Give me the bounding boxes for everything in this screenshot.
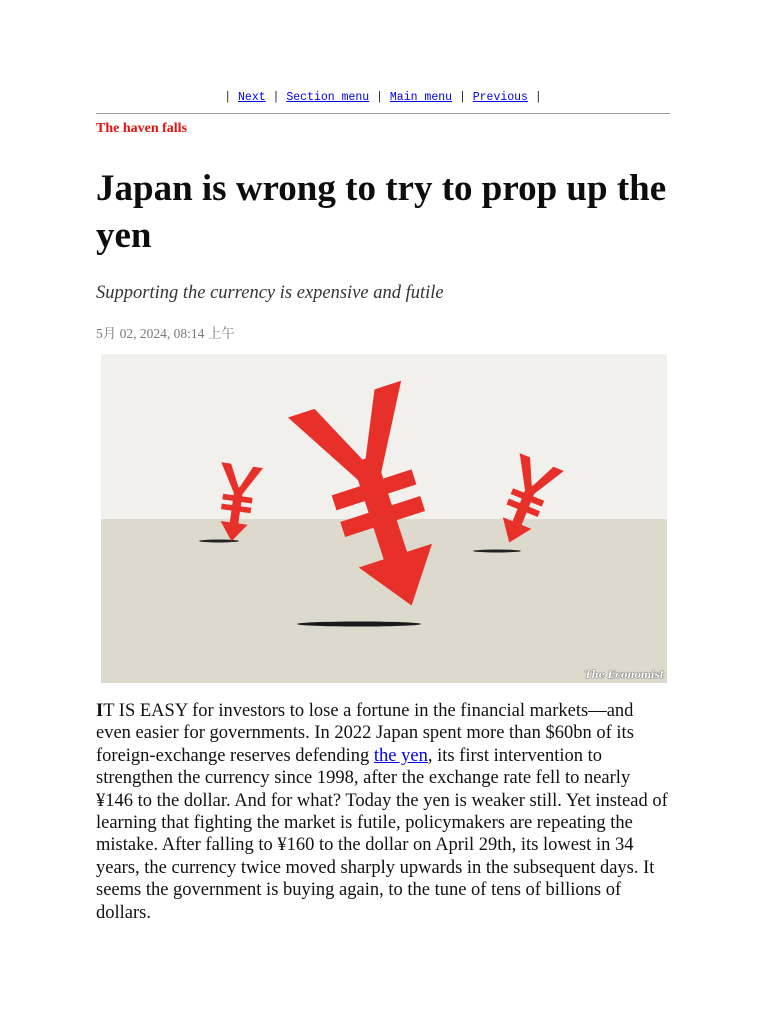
drop-cap: I (96, 701, 104, 721)
article-dateline: 5月 02, 2024, 08:14 上午 (96, 326, 235, 341)
nav-previous-link[interactable]: Previous (472, 91, 528, 104)
falling-yen-illustration (101, 354, 667, 683)
large-yen-shadow (297, 622, 421, 627)
article-kicker: The haven falls (96, 121, 188, 136)
image-credit: The Economist (584, 670, 664, 681)
yen-article-link[interactable]: the yen (373, 745, 428, 766)
article-headline: Japan is wrong to try to prop up the yen (96, 168, 667, 256)
nav-separator: | (458, 91, 466, 104)
nav-main-menu-link[interactable]: Main menu (389, 91, 453, 104)
article-illustration (101, 354, 667, 683)
body-text-part: , its first intervention to strengthen the currency since 1998, after the exchange rate fell to nearly ¥146 to the dollar. And for what? Today the yen is weaker still. Yet instead of learning that fighting the market is futile, policymakers are repeating the mistake. After falling to ¥160 to the dollar on April 29th, its lowest in 34 years, the currency twice moved sharply upwards in the subsequent days. It seems the government is buying again, to the tune of tens of billions of dollars. (96, 745, 668, 923)
body-text-part: T IS EASY for investors to lose a fortune in the financial markets—and even easier for governments. In 2022 Japan spent more than $60bn of its foreign-exchange reserves defending (96, 701, 634, 766)
nav-section-menu-link[interactable]: Section menu (286, 91, 370, 104)
top-navigation (96, 91, 670, 104)
nav-separator: | (534, 91, 542, 104)
nav-divider (96, 113, 670, 114)
article-body-paragraph (96, 700, 670, 924)
article-subhead: Supporting the currency is expensive and futile (96, 283, 444, 303)
small-yen-shadow-right (473, 550, 521, 553)
nav-separator: | (224, 91, 232, 104)
nav-separator: | (272, 91, 280, 104)
small-yen-shadow-left (199, 540, 239, 543)
nav-next-link[interactable]: Next (238, 91, 266, 104)
nav-separator: | (376, 91, 383, 104)
